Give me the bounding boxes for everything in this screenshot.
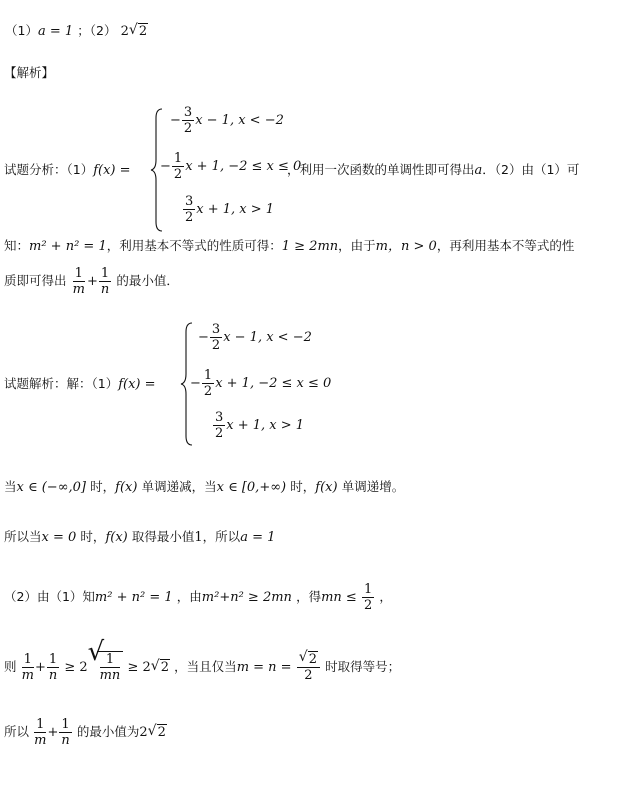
answer-part1-eq: a = 1 [37, 24, 74, 39]
solution-final-line: 所以 $\frac{1}{m}$ + $\frac{1}{n}$ 的最小值为2 √ 2 [4, 717, 166, 748]
answer-part2-label: （2） [89, 23, 117, 38]
solution-piece-2: − $\frac{1}{2}$ x + 1, −2 ≤ x ≤ 0 [190, 368, 332, 399]
answer-part2-sqrt: √ 2 [128, 22, 148, 39]
analysis-line1 [4, 161, 131, 180]
analysis-line1-tail: ，利用一次函数的单调性即可得出a．（2）由（1）可 [287, 162, 580, 178]
analysis-piece-2: − $\frac{1}{2}$ x + 1, −2 ≤ x ≤ 0 [160, 151, 302, 182]
answer-part1-label: （1） [5, 23, 38, 38]
sqrt-1-over-mn: √ $\frac{1}{mn}$ [88, 651, 124, 683]
solution-piece-3: $\frac{3}{2}$ x + 1, x > 1 [215, 410, 305, 441]
answer-separator: ； [77, 23, 90, 38]
solution-then-line: 则 $\frac{1}{m}$ + $\frac{1}{n}$ ≥ 2 √ $\frac{1}{mn}$ ≥ 2 √ 2 ，当且仅当m = n = √ 2 2 时取得等号； [4, 637, 401, 683]
analysis-piece-3: $\frac{3}{2}$ x + 1, x > 1 [185, 194, 275, 225]
solution-piece-1: − $\frac{3}{2}$ x − 1, x < −2 [198, 322, 312, 353]
analysis-piece-1: − $\frac{3}{2}$ x − 1, x < −2 [170, 105, 284, 136]
section-label: 【解析】 [4, 65, 55, 80]
solution-monotonic-line: 当x ∈ (−∞,0] 时，f(x) 单调递减，当x ∈ [0,+∞) 时，f(x) 单调递增。 [4, 479, 405, 495]
answer-line [5, 22, 148, 41]
analysis-a-var: a [474, 163, 483, 178]
analysis-fx: f(x) = [93, 163, 131, 178]
solution-part2-line: （2）由（1）知m² + n² = 1 ，由m²+n² ≥ 2mn ，得mn ≤ $\frac{1}{2}$ ， [4, 582, 392, 613]
solution-line1: 试题解析：解：（1）f(x) = [4, 376, 156, 392]
analysis-line3: 质即可得出 $\frac{1}{m}$ + $\frac{1}{n}$ 的最小值． [4, 266, 179, 297]
solution-min-line: 所以当x = 0 时，f(x) 取得最小值1，所以a = 1 [4, 529, 276, 545]
analysis-prefix: 试题分析：（1） [4, 162, 94, 177]
analysis-line2: 知：m² + n² = 1，利用基本不等式的性质可得：1 ≥ 2mn，由于m，n > 0，再利用基本不等式的性 [4, 238, 575, 254]
answer-part2-coef: 2 [120, 24, 129, 39]
